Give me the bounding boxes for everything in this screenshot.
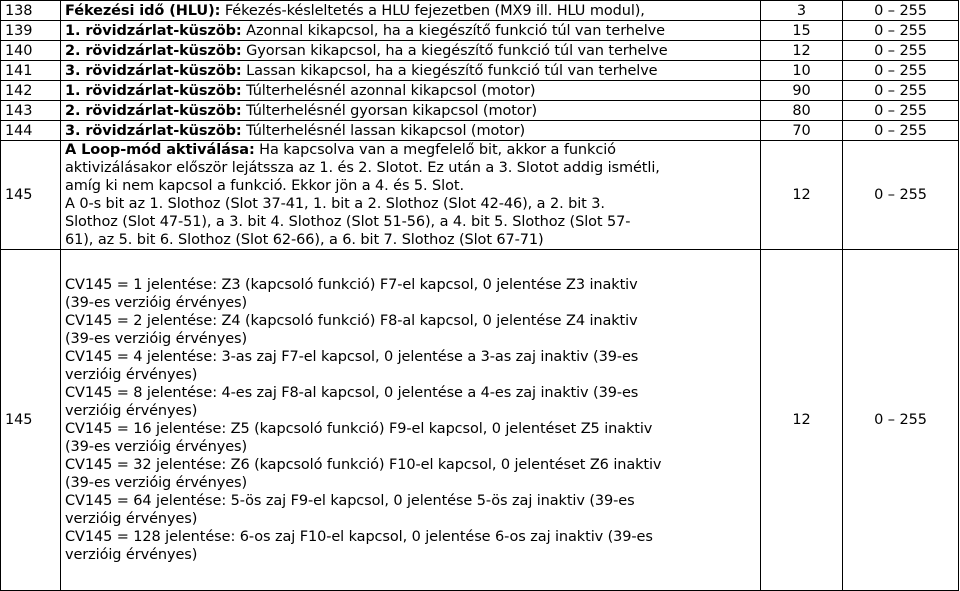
description-line (65, 141, 756, 159)
cv-text: Fékezés-késleltetés a HLU fejezetben (MX9 ill. HLU modul), (220, 2, 645, 19)
cv-text: Ha kapcsolva van a megfelelő bit, akkor a funkció (254, 142, 616, 158)
cv-number: 140 (1, 41, 61, 61)
cv-description (61, 41, 761, 61)
cv-description (61, 21, 761, 41)
table-row (1, 61, 959, 81)
cv-default: 90 (761, 81, 843, 101)
cv-range: 0 – 255 (843, 81, 959, 101)
table-row (1, 41, 959, 61)
cv-label: 3. rövidzárlat-küszöb: (65, 62, 242, 79)
cv-default: 12 (761, 250, 843, 591)
description-line: (39-es verzióig érvényes) (65, 331, 248, 347)
cv-default: 12 (761, 41, 843, 61)
description-line: CV145 = 128 jelentése: 6-os zaj F10-el kapcsol, 0 jelentése 6-os zaj inaktiv (39-es (65, 529, 653, 545)
description-line: CV145 = 4 jelentése: 3-as zaj F7-el kapcsol, 0 jelentése a 3-as zaj inaktiv (39-es (65, 349, 639, 365)
cv-description (61, 61, 761, 81)
cv-label: 2. rövidzárlat-küszöb: (65, 102, 242, 119)
description-line: CV145 = 32 jelentése: Z6 (kapcsoló funkció) F10-el kapcsol, 0 jelentéset Z6 inaktiv (65, 457, 662, 473)
cv-range: 0 – 255 (843, 121, 959, 141)
cv-number: 139 (1, 21, 61, 41)
cv-label: Fékezési idő (HLU): (65, 2, 221, 19)
description-line: CV145 = 8 jelentése: 4-es zaj F8-al kapcsol, 0 jelentése a 4-es zaj inaktiv (39-es (65, 385, 639, 401)
description-line: (39-es verzióig érvényes) (65, 295, 248, 311)
cv-label: 1. rövidzárlat-küszöb: (65, 22, 242, 39)
cv-label: 1. rövidzárlat-küszöb: (65, 82, 242, 99)
cv-number: 145 (1, 250, 61, 591)
cv-default: 15 (761, 21, 843, 41)
cv-text: Azonnal kikapcsol, ha a kiegészítő funkció túl van terhelve (241, 22, 665, 39)
description-line: (39-es verzióig érvényes) (65, 439, 248, 455)
description-line: verzióig érvényes) (65, 511, 198, 527)
description-line: CV145 = 2 jelentése: Z4 (kapcsoló funkció) F8-al kapcsol, 0 jelentése Z4 inaktiv (65, 313, 638, 329)
cv-range: 0 – 255 (843, 141, 959, 250)
cv-text: Gyorsan kikapcsol, ha a kiegészítő funkció túl van terhelve (241, 42, 668, 59)
description-line: 61), az 5. bit 6. Slothoz (Slot 62-66), a 6. bit 7. Slothoz (Slot 67-71) (65, 232, 544, 248)
description-line: A 0-s bit az 1. Slothoz (Slot 37-41, 1. bit a 2. Slothoz (Slot 42-46), a 2. bit 3. (65, 196, 605, 212)
cv-number: 144 (1, 121, 61, 141)
cv-number: 141 (1, 61, 61, 81)
cv-range: 0 – 255 (843, 61, 959, 81)
cv-number: 138 (1, 1, 61, 21)
cv-description (61, 1, 761, 21)
description-line: aktivizálásakor először lejátssza az 1. és 2. Slotot. Ez után a 3. Slotot addig ismétli, (65, 160, 660, 176)
cv-default: 10 (761, 61, 843, 81)
cv-label: 3. rövidzárlat-küszöb: (65, 122, 242, 139)
description-line: verzióig érvényes) (65, 547, 198, 563)
cv-description (61, 141, 761, 250)
description-line: Slothoz (Slot 47-51), a 3. bit 4. Slothoz (Slot 51-56), a 4. bit 5. Slothoz (Slot 57- (65, 214, 631, 230)
cv-text: Lassan kikapcsol, ha a kiegészítő funkció túl van terhelve (241, 62, 658, 79)
cv-description (61, 121, 761, 141)
table-row (1, 101, 959, 121)
table-row-cv145-values (1, 250, 959, 591)
description-line: CV145 = 16 jelentése: Z5 (kapcsoló funkció) F9-el kapcsol, 0 jelentéset Z5 inaktiv (65, 421, 653, 437)
cv-range: 0 – 255 (843, 101, 959, 121)
table-row (1, 1, 959, 21)
cv-description (61, 81, 761, 101)
table-row (1, 21, 959, 41)
cv-number: 145 (1, 141, 61, 250)
cv-description (61, 101, 761, 121)
cv-default: 12 (761, 141, 843, 250)
cv-label: A Loop-mód aktiválása: (65, 142, 255, 158)
cv-text: Túlterhelésnél lassan kikapcsol (motor) (241, 122, 526, 139)
cv-range: 0 – 255 (843, 21, 959, 41)
cv-label: 2. rövidzárlat-küszöb: (65, 42, 242, 59)
cv-default: 3 (761, 1, 843, 21)
table-row (1, 81, 959, 101)
description-line: verzióig érvényes) (65, 367, 198, 383)
cv-text: Túlterhelésnél gyorsan kikapcsol (motor) (241, 102, 538, 119)
cv-number: 143 (1, 101, 61, 121)
description-line: CV145 = 1 jelentése: Z3 (kapcsoló funkció) F7-el kapcsol, 0 jelentése Z3 inaktiv (65, 277, 638, 293)
cv-default: 70 (761, 121, 843, 141)
cv-description (61, 250, 761, 591)
table-row-loop-mode (1, 141, 959, 250)
table-row (1, 121, 959, 141)
cv-range: 0 – 255 (843, 250, 959, 591)
cv-range: 0 – 255 (843, 1, 959, 21)
description-line: CV145 = 64 jelentése: 5-ös zaj F9-el kapcsol, 0 jelentése 5-ös zaj inaktiv (39-es (65, 493, 635, 509)
description-line: amíg ki nem kapcsol a funkció. Ekkor jön a 4. és 5. Slot. (65, 178, 464, 194)
description-line: (39-es verzióig érvényes) (65, 475, 248, 491)
cv-text: Túlterhelésnél azonnal kikapcsol (motor) (241, 82, 536, 99)
description-line: verzióig érvényes) (65, 403, 198, 419)
cv-default: 80 (761, 101, 843, 121)
cv-range: 0 – 255 (843, 41, 959, 61)
cv-number: 142 (1, 81, 61, 101)
